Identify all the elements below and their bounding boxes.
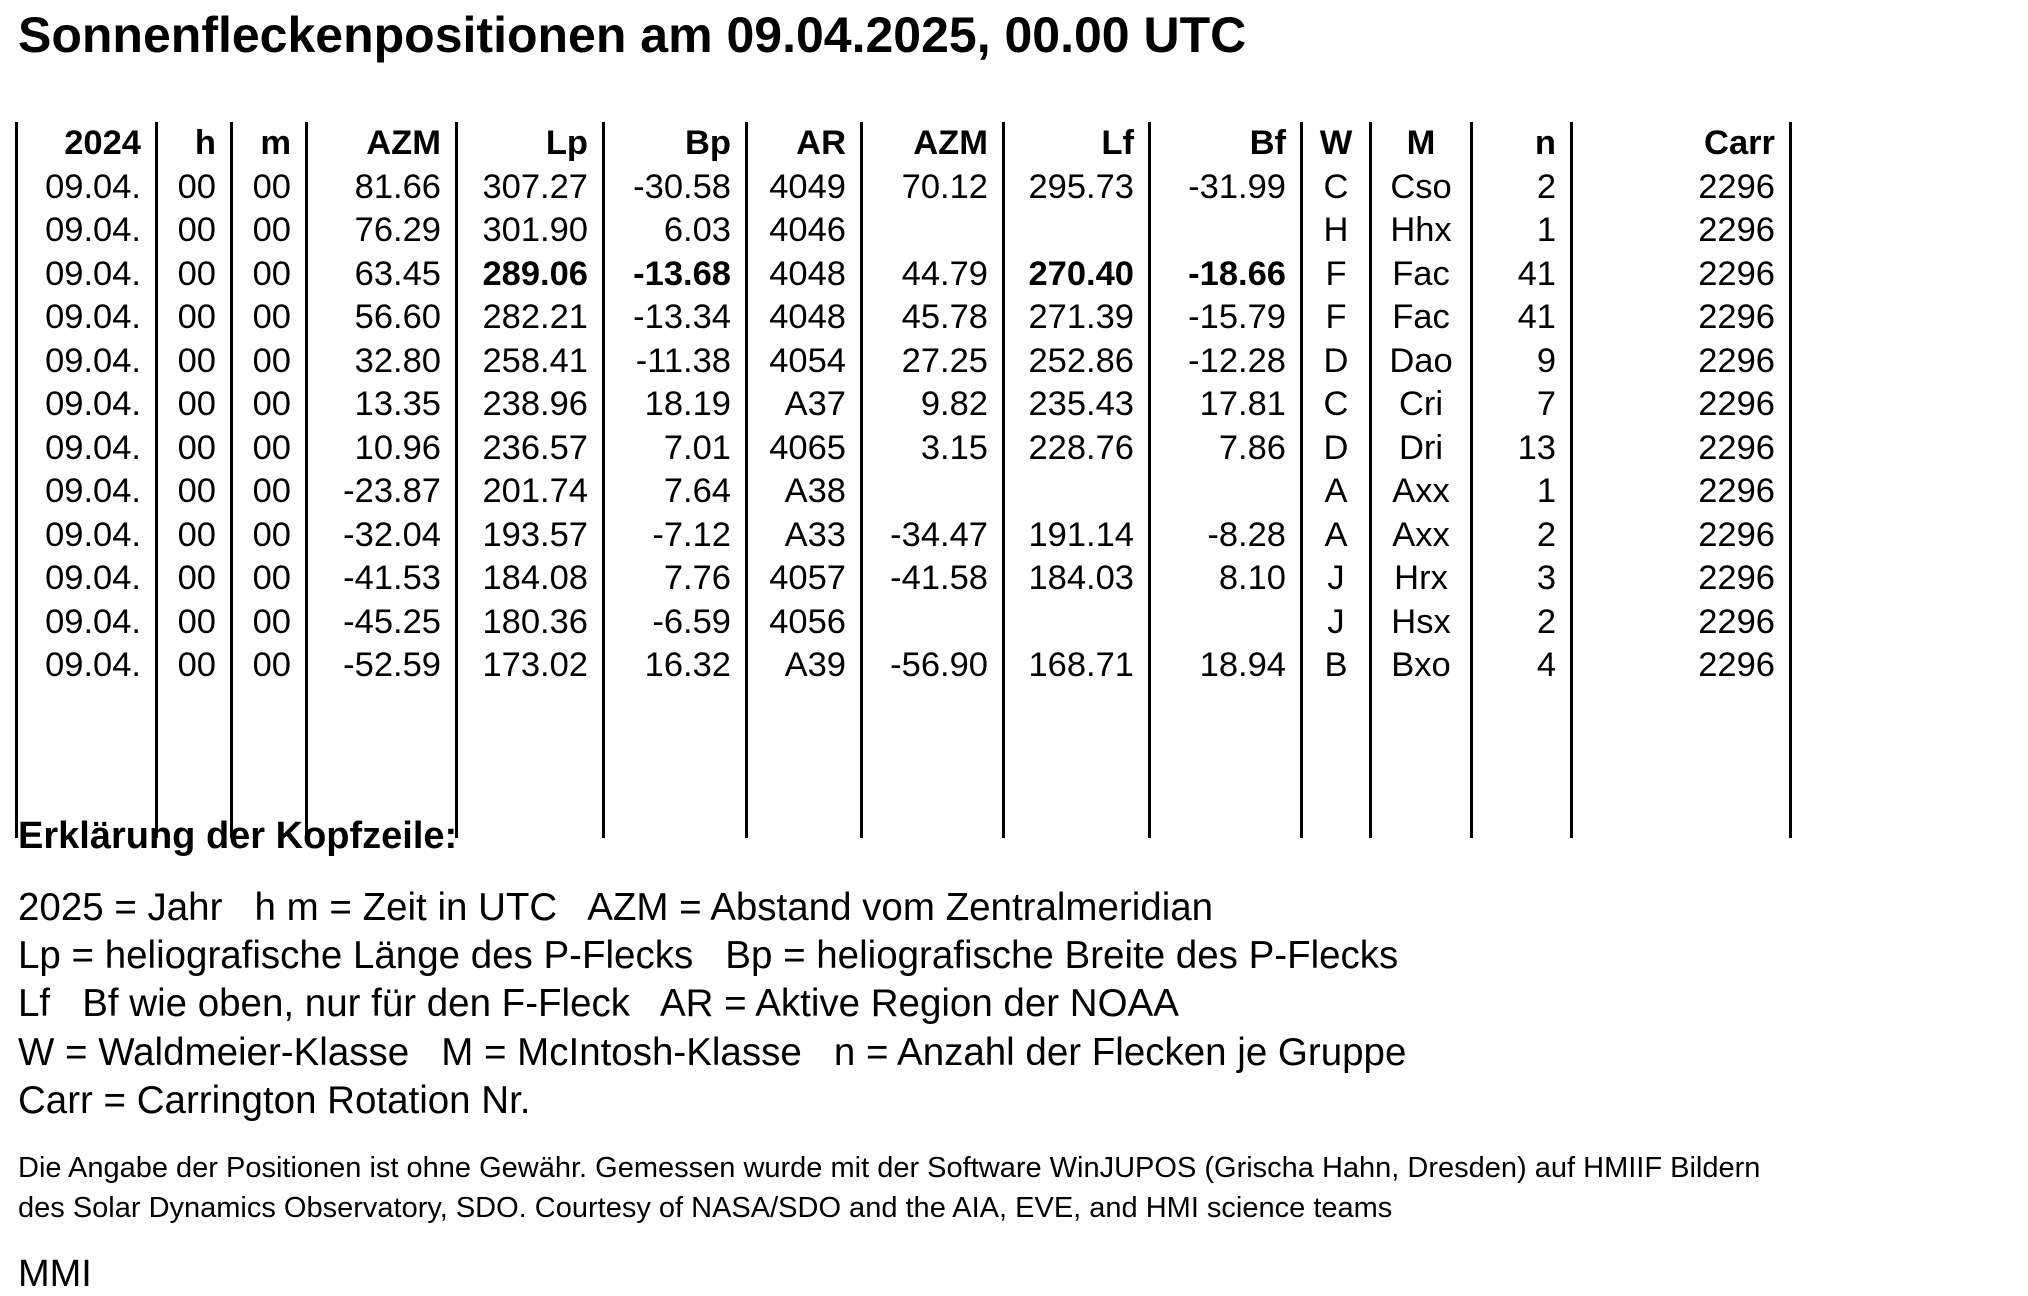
table-row — [17, 601, 1791, 645]
table-cell: 6.03 — [604, 209, 747, 253]
explanation-line: Lf Bf wie oben, nur für den F-Fleck AR = Aktive Region der NOAA — [18, 982, 1179, 1026]
table-cell: -6.59 — [604, 601, 747, 645]
table-cell: A — [1302, 470, 1371, 514]
explanation-heading: Erklärung der Kopfzeile: — [18, 815, 458, 857]
table-cell: 00 — [232, 644, 307, 688]
table-cell: -12.28 — [1150, 340, 1302, 384]
table-cell: 4048 — [747, 253, 862, 297]
table-cell: 00 — [232, 601, 307, 645]
table-row — [17, 644, 1791, 688]
table-row — [17, 296, 1791, 340]
table-body — [17, 166, 1791, 838]
table-cell: 09.04. — [17, 427, 157, 471]
table-cell: 00 — [157, 253, 232, 297]
table-cell: 3.15 — [862, 427, 1004, 471]
table-row — [17, 209, 1791, 253]
table-cell: -7.12 — [604, 514, 747, 558]
table-cell: B — [1302, 644, 1371, 688]
table-cell: 2296 — [1572, 253, 1791, 297]
table-cell: 2296 — [1572, 514, 1791, 558]
signature: MMI — [18, 1253, 92, 1295]
table-row — [17, 253, 1791, 297]
table-cell: -11.38 — [604, 340, 747, 384]
table-cell: 7 — [1472, 383, 1572, 427]
table-cell: Axx — [1371, 470, 1472, 514]
table-empty-cell — [1572, 688, 1791, 838]
table-cell: 56.60 — [307, 296, 457, 340]
table-cell: 9 — [1472, 340, 1572, 384]
table-cell: 09.04. — [17, 383, 157, 427]
table-cell: 27.25 — [862, 340, 1004, 384]
table-cell: 1 — [1472, 209, 1572, 253]
column-header: Bp — [604, 122, 747, 166]
table-empty-cell — [1371, 688, 1472, 838]
table-cell: J — [1302, 601, 1371, 645]
table-cell: 00 — [232, 209, 307, 253]
table-cell: 282.21 — [457, 296, 604, 340]
table-cell: 09.04. — [17, 340, 157, 384]
table-cell: Cso — [1371, 166, 1472, 210]
table-cell: 41 — [1472, 253, 1572, 297]
table-empty-cell — [862, 688, 1004, 838]
explanation-line: Lp = heliografische Länge des P-Flecks Bp = heliografische Breite des P-Flecks — [18, 934, 1399, 978]
table-cell: 270.40 — [1004, 253, 1150, 297]
table-cell: 2296 — [1572, 470, 1791, 514]
explanation-text — [18, 884, 1406, 1125]
table-cell: Fac — [1371, 296, 1472, 340]
table-cell: 236.57 — [457, 427, 604, 471]
table-cell: 00 — [232, 253, 307, 297]
table-header-row — [17, 122, 1791, 166]
table-cell — [862, 601, 1004, 645]
table-cell: 2 — [1472, 601, 1572, 645]
table-empty-cell — [457, 688, 604, 838]
table-cell: 258.41 — [457, 340, 604, 384]
table-cell: 193.57 — [457, 514, 604, 558]
table-cell: -56.90 — [862, 644, 1004, 688]
table-cell: Hrx — [1371, 557, 1472, 601]
table-cell: A37 — [747, 383, 862, 427]
table-cell: 2296 — [1572, 557, 1791, 601]
table-cell: 00 — [157, 557, 232, 601]
table-cell: D — [1302, 340, 1371, 384]
table-cell: 00 — [157, 209, 232, 253]
table-cell: Fac — [1371, 253, 1472, 297]
column-header: AZM — [307, 122, 457, 166]
table-cell: 32.80 — [307, 340, 457, 384]
table-cell: A33 — [747, 514, 862, 558]
table-cell: 00 — [157, 166, 232, 210]
disclaimer-line: Die Angabe der Positionen ist ohne Gewähr. Gemessen wurde mit der Software WinJUPOS (Grischa Hahn, Dresden) auf HMIIF Bildern — [18, 1152, 1761, 1184]
table-row — [17, 340, 1791, 384]
table-cell: 8.10 — [1150, 557, 1302, 601]
page-title: Sonnenfleckenpositionen am 09.04.2025, 00.00 UTC — [18, 7, 1247, 63]
table-empty-cell — [747, 688, 862, 838]
table-empty-cell — [604, 688, 747, 838]
table-cell: C — [1302, 166, 1371, 210]
table-cell: 63.45 — [307, 253, 457, 297]
table-cell: 81.66 — [307, 166, 457, 210]
table-cell: 3 — [1472, 557, 1572, 601]
table-cell: 41 — [1472, 296, 1572, 340]
table-row — [17, 514, 1791, 558]
table-cell: C — [1302, 383, 1371, 427]
table-cell: 17.81 — [1150, 383, 1302, 427]
table-cell: 2 — [1472, 166, 1572, 210]
table-empty-cell — [1150, 688, 1302, 838]
table-cell: 4057 — [747, 557, 862, 601]
column-header: AZM — [862, 122, 1004, 166]
table-cell: 4056 — [747, 601, 862, 645]
column-header: m — [232, 122, 307, 166]
table-cell: -52.59 — [307, 644, 457, 688]
table-cell: 09.04. — [17, 514, 157, 558]
table-cell: 184.08 — [457, 557, 604, 601]
table-cell: 00 — [157, 340, 232, 384]
table-cell: Dri — [1371, 427, 1472, 471]
table-cell: A38 — [747, 470, 862, 514]
table-cell: 7.01 — [604, 427, 747, 471]
table-cell — [1150, 209, 1302, 253]
table-cell: 184.03 — [1004, 557, 1150, 601]
table-cell: 307.27 — [457, 166, 604, 210]
column-header: Bf — [1150, 122, 1302, 166]
table-row — [17, 383, 1791, 427]
table-cell — [1150, 470, 1302, 514]
table-cell: 2296 — [1572, 644, 1791, 688]
table-cell: 4065 — [747, 427, 862, 471]
table-cell: -41.58 — [862, 557, 1004, 601]
table-cell: 180.36 — [457, 601, 604, 645]
table-cell: 4049 — [747, 166, 862, 210]
explanation-line: 2025 = Jahr h m = Zeit in UTC AZM = Abstand vom Zentralmeridian — [18, 886, 1214, 929]
table-cell: 2296 — [1572, 166, 1791, 210]
table-cell: 00 — [157, 296, 232, 340]
table-cell: 289.06 — [457, 253, 604, 297]
table-cell: 09.04. — [17, 470, 157, 514]
table-cell: -31.99 — [1150, 166, 1302, 210]
table-cell: 191.14 — [1004, 514, 1150, 558]
table-cell: 00 — [157, 427, 232, 471]
table-cell: 00 — [157, 601, 232, 645]
table-cell: F — [1302, 253, 1371, 297]
disclaimer-text — [18, 1148, 1760, 1228]
table-cell: 301.90 — [457, 209, 604, 253]
table-cell — [862, 209, 1004, 253]
table-cell: 00 — [232, 296, 307, 340]
table-cell: 00 — [157, 383, 232, 427]
table-cell: -41.53 — [307, 557, 457, 601]
table-cell: 2296 — [1572, 296, 1791, 340]
table-cell: 09.04. — [17, 253, 157, 297]
table-cell: 4 — [1472, 644, 1572, 688]
table-cell: 7.64 — [604, 470, 747, 514]
table-cell: Dao — [1371, 340, 1472, 384]
table-cell: 228.76 — [1004, 427, 1150, 471]
table-cell: 235.43 — [1004, 383, 1150, 427]
table-cell: 168.71 — [1004, 644, 1150, 688]
table-cell: 7.86 — [1150, 427, 1302, 471]
table-cell: 4046 — [747, 209, 862, 253]
table-cell: 18.94 — [1150, 644, 1302, 688]
table-cell: Bxo — [1371, 644, 1472, 688]
table-empty-cell — [1302, 688, 1371, 838]
table-cell — [1004, 209, 1150, 253]
table-cell: 09.04. — [17, 166, 157, 210]
sunspot-table — [15, 122, 1792, 838]
table-cell: 4048 — [747, 296, 862, 340]
table-cell: Hsx — [1371, 601, 1472, 645]
table-cell: 2296 — [1572, 601, 1791, 645]
table-row — [17, 427, 1791, 471]
table-cell: J — [1302, 557, 1371, 601]
table-cell: 2296 — [1572, 209, 1791, 253]
table-cell: -45.25 — [307, 601, 457, 645]
table-cell — [1004, 470, 1150, 514]
table-cell: 2296 — [1572, 383, 1791, 427]
table-row — [17, 166, 1791, 210]
table-cell: 9.82 — [862, 383, 1004, 427]
table-cell: 70.12 — [862, 166, 1004, 210]
table-cell: -13.34 — [604, 296, 747, 340]
column-header: h — [157, 122, 232, 166]
table-cell: 238.96 — [457, 383, 604, 427]
column-header: M — [1371, 122, 1472, 166]
table-cell — [1150, 601, 1302, 645]
column-header: n — [1472, 122, 1572, 166]
table-cell: A — [1302, 514, 1371, 558]
table-cell: 09.04. — [17, 209, 157, 253]
table-cell: 295.73 — [1004, 166, 1150, 210]
table-cell: 00 — [157, 514, 232, 558]
table-cell: -30.58 — [604, 166, 747, 210]
disclaimer-line: des Solar Dynamics Observatory, SDO. Courtesy of NASA/SDO and the AIA, EVE, and HMI science teams — [18, 1192, 1393, 1224]
table-cell: 00 — [232, 557, 307, 601]
column-header: Lp — [457, 122, 604, 166]
table-cell: 252.86 — [1004, 340, 1150, 384]
table-cell: 1 — [1472, 470, 1572, 514]
table-cell: 18.19 — [604, 383, 747, 427]
table-cell: 00 — [232, 514, 307, 558]
table-cell: -15.79 — [1150, 296, 1302, 340]
column-header: W — [1302, 122, 1371, 166]
table-cell: 13 — [1472, 427, 1572, 471]
table-cell: -34.47 — [862, 514, 1004, 558]
table-cell: 09.04. — [17, 601, 157, 645]
table-cell: -13.68 — [604, 253, 747, 297]
table-cell: H — [1302, 209, 1371, 253]
table-cell: 00 — [232, 383, 307, 427]
table-empty-cell — [1472, 688, 1572, 838]
table-cell: -18.66 — [1150, 253, 1302, 297]
table-cell: 00 — [232, 340, 307, 384]
table-cell: 00 — [157, 644, 232, 688]
table-cell: A39 — [747, 644, 862, 688]
table-cell: -8.28 — [1150, 514, 1302, 558]
table-row — [17, 557, 1791, 601]
table-cell: 00 — [232, 427, 307, 471]
table-cell: 10.96 — [307, 427, 457, 471]
table-cell — [1004, 601, 1150, 645]
explanation-line: W = Waldmeier-Klasse M = McIntosh-Klasse n = Anzahl der Flecken je Gruppe — [18, 1030, 1407, 1074]
sunspot-table-container — [15, 122, 1792, 838]
table-cell: 2 — [1472, 514, 1572, 558]
table-cell: 44.79 — [862, 253, 1004, 297]
column-header: Carr — [1572, 122, 1791, 166]
table-cell: D — [1302, 427, 1371, 471]
table-cell: Hhx — [1371, 209, 1472, 253]
table-cell: 00 — [232, 470, 307, 514]
table-cell: 13.35 — [307, 383, 457, 427]
table-cell: 4054 — [747, 340, 862, 384]
table-cell: 7.76 — [604, 557, 747, 601]
table-row — [17, 470, 1791, 514]
table-cell: 201.74 — [457, 470, 604, 514]
table-cell — [862, 470, 1004, 514]
table-cell: 45.78 — [862, 296, 1004, 340]
column-header: AR — [747, 122, 862, 166]
table-cell: Cri — [1371, 383, 1472, 427]
table-cell: 00 — [157, 470, 232, 514]
column-header: Lf — [1004, 122, 1150, 166]
explanation-line: Carr = Carrington Rotation Nr. — [18, 1078, 531, 1122]
table-cell: 00 — [232, 166, 307, 210]
table-cell: 173.02 — [457, 644, 604, 688]
table-cell: 76.29 — [307, 209, 457, 253]
table-empty-cell — [1004, 688, 1150, 838]
table-cell: 271.39 — [1004, 296, 1150, 340]
table-cell: 2296 — [1572, 340, 1791, 384]
table-cell: 09.04. — [17, 296, 157, 340]
table-cell: -23.87 — [307, 470, 457, 514]
table-cell: F — [1302, 296, 1371, 340]
table-cell: -32.04 — [307, 514, 457, 558]
table-cell: 16.32 — [604, 644, 747, 688]
table-cell: 09.04. — [17, 644, 157, 688]
table-cell: 09.04. — [17, 557, 157, 601]
table-cell: 2296 — [1572, 427, 1791, 471]
column-header: 2024 — [17, 122, 157, 166]
table-cell: Axx — [1371, 514, 1472, 558]
